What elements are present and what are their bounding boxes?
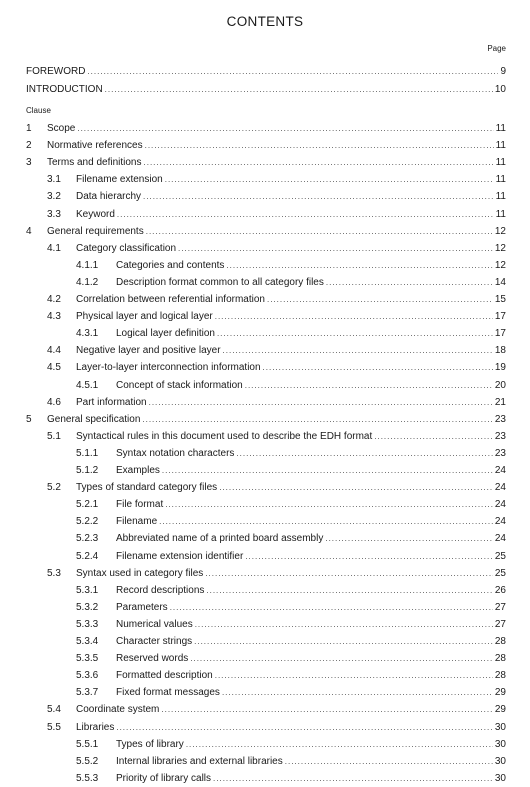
toc-entry-title: Coordinate system: [76, 704, 160, 716]
toc-entry-page-number: 24: [494, 516, 506, 528]
toc-entry-number: 4.2: [47, 294, 61, 305]
toc-entry[interactable]: [0, 82, 530, 98]
toc-entry-number: 5.3.2: [76, 601, 99, 613]
toc-entry-title: Correlation between referential information: [76, 294, 265, 305]
dot-leader: [190, 651, 493, 667]
toc-entry-number: 5.5.3: [76, 772, 99, 784]
toc-entry[interactable]: [0, 583, 530, 599]
dot-leader: [144, 155, 494, 171]
dot-leader: [170, 600, 493, 616]
toc-entry-number: 5.1.2: [76, 465, 99, 476]
toc-entry-number: 5.2.4: [76, 550, 99, 562]
toc-entry-number: 5.3: [47, 567, 61, 579]
toc-entry-number: 5.5.1: [76, 738, 99, 750]
toc-entry-page-number: 12: [494, 225, 506, 237]
toc-entry[interactable]: [0, 668, 530, 684]
toc-entry[interactable]: [0, 138, 530, 154]
toc-entry-title: Normative references: [47, 140, 143, 152]
dot-leader: [215, 309, 493, 325]
toc-entry-title: File format: [116, 499, 164, 511]
toc-entry-number: 5.3.7: [76, 687, 99, 699]
toc-entry-title: Negative layer and positive layer: [76, 345, 221, 357]
toc-entry[interactable]: [0, 720, 530, 736]
dot-leader: [194, 634, 493, 650]
toc-entry[interactable]: [0, 685, 530, 701]
toc-entry[interactable]: [0, 326, 530, 342]
dot-leader: [105, 82, 493, 98]
toc-entry-page-number: 24: [494, 482, 506, 494]
toc-entry[interactable]: [0, 771, 530, 787]
toc-entry-page-number: 28: [494, 636, 506, 647]
toc-entry-page-number: 17: [494, 311, 506, 323]
dot-leader: [116, 720, 493, 736]
dot-leader: [161, 702, 493, 718]
toc-entry[interactable]: [0, 600, 530, 616]
dot-leader: [236, 446, 492, 462]
toc-entry-title: Examples: [116, 465, 160, 476]
toc-entry-page-number: 11: [495, 140, 506, 152]
dot-leader: [206, 583, 493, 599]
toc-entry-page-number: 12: [494, 242, 506, 254]
toc-entry-title: Reserved words: [116, 653, 189, 665]
toc-entry-page-number: 11: [495, 191, 506, 203]
toc-entry-title: Terms and definitions: [47, 157, 142, 169]
toc-entry[interactable]: [0, 309, 530, 325]
toc-entry-title: General requirements: [47, 225, 144, 237]
dot-leader: [226, 258, 492, 274]
toc-entry[interactable]: [0, 463, 530, 479]
toc-entry-title: INTRODUCTION: [26, 83, 103, 95]
toc-entry-title: Filename: [116, 516, 158, 528]
toc-entry-title: Libraries: [76, 721, 115, 733]
clause-column-label: Clause: [26, 106, 51, 115]
dot-leader: [325, 531, 493, 547]
toc-entry-title: Priority of library calls: [116, 772, 212, 784]
toc-entry-page-number: 17: [494, 328, 506, 340]
toc-entry-number: 4.3.1: [76, 328, 99, 340]
dot-leader: [143, 189, 494, 205]
toc-entry-title: Data hierarchy: [76, 191, 142, 203]
toc-entry-title: Concept of stack information: [116, 379, 243, 391]
toc-entry-page-number: 30: [494, 772, 506, 784]
dot-leader: [374, 429, 493, 445]
dot-leader: [219, 480, 493, 496]
page-title: CONTENTS: [226, 14, 304, 29]
dot-leader: [222, 685, 493, 701]
dot-leader: [186, 737, 493, 753]
toc-entry-title: Types of standard category files: [76, 482, 218, 494]
dot-leader: [205, 566, 493, 582]
toc-entry-title: Syntax notation characters: [116, 447, 235, 459]
toc-entry-number: 4.5: [47, 362, 61, 374]
toc-entry-page-number: 24: [494, 499, 506, 511]
toc-entry-title: Layer-to-layer interconnection information: [76, 362, 261, 374]
dot-leader: [165, 497, 493, 513]
toc-entry[interactable]: [0, 292, 530, 308]
toc-entry-number: 5.3.1: [76, 584, 99, 596]
toc-entry-number: 4.1: [47, 242, 61, 254]
toc-entry-number: 5.2.3: [76, 533, 99, 545]
toc-entry-page-number: 21: [494, 396, 506, 408]
dot-leader: [159, 514, 493, 530]
toc-entry-title: Syntactical rules in this document used to describe the EDH format: [76, 430, 373, 442]
toc-entry-number: 3.1: [47, 174, 61, 186]
toc-entry-title: Categories and contents: [116, 259, 225, 271]
page-column-label: Page: [487, 44, 506, 53]
dot-leader: [213, 771, 493, 787]
toc-entry[interactable]: [0, 275, 530, 291]
dot-leader: [267, 292, 493, 308]
dot-leader: [162, 463, 493, 479]
toc-entry-page-number: 11: [495, 208, 506, 220]
toc-entry-page-number: 11: [495, 123, 506, 134]
dot-leader: [326, 275, 493, 291]
toc-entry-title: Record descriptions: [116, 584, 205, 596]
toc-entry-number: 5.1.1: [76, 447, 99, 459]
toc-entry-page-number: 24: [494, 465, 506, 476]
toc-entry[interactable]: [0, 172, 530, 188]
toc-entry[interactable]: [0, 360, 530, 376]
toc-entry-title: Syntax used in category files: [76, 567, 204, 579]
dot-leader: [77, 121, 493, 137]
dot-leader: [165, 172, 494, 188]
toc-entry-page-number: 28: [494, 653, 506, 665]
toc-entry-number: 1: [26, 123, 32, 134]
toc-entry-page-number: 11: [495, 174, 506, 186]
toc-entry-page-number: 18: [494, 345, 506, 357]
toc-entry[interactable]: [0, 258, 530, 274]
dot-leader: [146, 224, 493, 240]
toc-entry-page-number: 27: [494, 618, 506, 630]
toc-entry-page-number: 26: [494, 584, 506, 596]
toc-entry-number: 5.5.2: [76, 755, 99, 767]
toc-entry[interactable]: [0, 241, 530, 257]
toc-entry-title: Description format common to all category files: [116, 276, 324, 288]
toc-entry-title: Formatted description: [116, 670, 213, 682]
toc-entry-title: Internal libraries and external libraries: [116, 755, 283, 767]
dot-leader: [285, 754, 493, 770]
toc-entry-title: Numerical values: [116, 618, 193, 630]
toc-entry-number: 5.4: [47, 704, 61, 716]
toc-entry-page-number: 23: [494, 447, 506, 459]
toc-entry-number: 5.3.5: [76, 653, 99, 665]
toc-entry-number: 4.1.1: [76, 259, 99, 271]
toc-entry[interactable]: [0, 702, 530, 718]
toc-entry-page-number: 29: [494, 704, 506, 716]
toc-entry-title: Parameters: [116, 601, 168, 613]
toc-entry-number: 5.1: [47, 430, 61, 442]
toc-entry-title: Scope: [47, 123, 76, 134]
toc-entry-number: 5: [26, 413, 32, 425]
toc-entry-page-number: 15: [494, 294, 506, 305]
toc-entry-page-number: 19: [494, 362, 506, 374]
toc-entry-number: 3: [26, 157, 32, 169]
toc-entry[interactable]: [0, 378, 530, 394]
toc-entry-page-number: 12: [494, 259, 506, 271]
toc-entry-page-number: 25: [494, 567, 506, 579]
toc-entry-page-number: 27: [494, 601, 506, 613]
toc-entry-page-number: 30: [494, 738, 506, 750]
dot-leader: [145, 138, 494, 154]
toc-entry-number: 5.2.1: [76, 499, 99, 511]
toc-entry-page-number: 11: [495, 157, 506, 169]
dot-leader: [245, 378, 493, 394]
toc-entry-number: 5.5: [47, 721, 61, 733]
dot-leader: [263, 360, 493, 376]
toc-entry[interactable]: [0, 617, 530, 633]
dot-leader: [142, 412, 492, 428]
toc-entry-title: Fixed format messages: [116, 687, 220, 699]
toc-entry-number: 5.3.3: [76, 618, 99, 630]
toc-entry-title: Abbreviated name of a printed board assembly: [116, 533, 324, 545]
toc-entry[interactable]: [0, 189, 530, 205]
toc-entry-number: 5.3.6: [76, 670, 99, 682]
toc-entry-number: 5.2: [47, 482, 61, 494]
toc-entry-page-number: 30: [494, 755, 506, 767]
toc-entry-number: 4.1.2: [76, 276, 99, 288]
toc-entry-page-number: 29: [494, 687, 506, 699]
toc-entry-page-number: 23: [494, 430, 506, 442]
toc-entry-title: FOREWORD: [26, 66, 86, 77]
toc-entry[interactable]: [0, 64, 530, 80]
toc-entry-title: Category classification: [76, 242, 177, 254]
dot-leader: [195, 617, 493, 633]
toc-entry-title: Character strings: [116, 636, 193, 647]
toc-entry-page-number: 23: [494, 413, 506, 425]
toc-entry-number: 4.6: [47, 396, 61, 408]
toc-entry[interactable]: [0, 480, 530, 496]
toc-entry-title: Types of library: [116, 738, 184, 750]
toc-entry[interactable]: [0, 395, 530, 411]
toc-entry-page-number: 10: [494, 83, 506, 95]
toc-entry-page-number: 30: [494, 721, 506, 733]
toc-entry-number: 4.5.1: [76, 379, 99, 391]
toc-entry[interactable]: [0, 754, 530, 770]
toc-entry-page-number: 24: [494, 533, 506, 545]
toc-entry[interactable]: [0, 497, 530, 513]
dot-leader: [223, 343, 493, 359]
dot-leader: [117, 207, 494, 223]
toc-entry[interactable]: [0, 634, 530, 650]
toc-entry-number: 3.2: [47, 191, 61, 203]
toc-entry[interactable]: [0, 121, 530, 137]
toc-entry[interactable]: [0, 737, 530, 753]
toc-entry-title: Logical layer definition: [116, 328, 215, 340]
toc-entry-page-number: 9: [500, 66, 506, 77]
toc-entry-page-number: 14: [494, 276, 506, 288]
toc-entry[interactable]: [0, 531, 530, 547]
toc-entry-number: 5.3.4: [76, 636, 99, 647]
dot-leader: [215, 668, 493, 684]
toc-entry[interactable]: [0, 343, 530, 359]
toc-entry-title: Keyword: [76, 208, 115, 220]
toc-entry[interactable]: [0, 549, 530, 565]
toc-entry-page-number: 28: [494, 670, 506, 682]
toc-entry-number: 4.4: [47, 345, 61, 357]
toc-entry-page-number: 25: [494, 550, 506, 562]
toc-entry-title: Filename extension: [76, 174, 163, 186]
toc-entry-number: 2: [26, 140, 32, 152]
toc-entry-number: 3.3: [47, 208, 61, 220]
toc-entry[interactable]: [0, 514, 530, 530]
toc-entry[interactable]: [0, 224, 530, 240]
toc-entry[interactable]: [0, 155, 530, 171]
dot-leader: [149, 395, 493, 411]
toc-entry-title: Filename extension identifier: [116, 550, 244, 562]
toc-entry[interactable]: [0, 651, 530, 667]
toc-entry[interactable]: [0, 566, 530, 582]
toc-entry-number: 5.2.2: [76, 516, 99, 528]
toc-entry[interactable]: [0, 446, 530, 462]
toc-entry[interactable]: [0, 429, 530, 445]
toc-entry[interactable]: [0, 412, 530, 428]
toc-entry-title: Part information: [76, 396, 147, 408]
dot-leader: [245, 549, 493, 565]
dot-leader: [87, 64, 498, 80]
dot-leader: [178, 241, 493, 257]
toc-entry-number: 4: [26, 225, 32, 237]
toc-entry-title: Physical layer and logical layer: [76, 311, 213, 323]
dot-leader: [217, 326, 493, 342]
toc-entry[interactable]: [0, 207, 530, 223]
toc-entry-number: 4.3: [47, 311, 61, 323]
toc-entry-title: General specification: [47, 413, 141, 425]
toc-entry-page-number: 20: [494, 379, 506, 391]
